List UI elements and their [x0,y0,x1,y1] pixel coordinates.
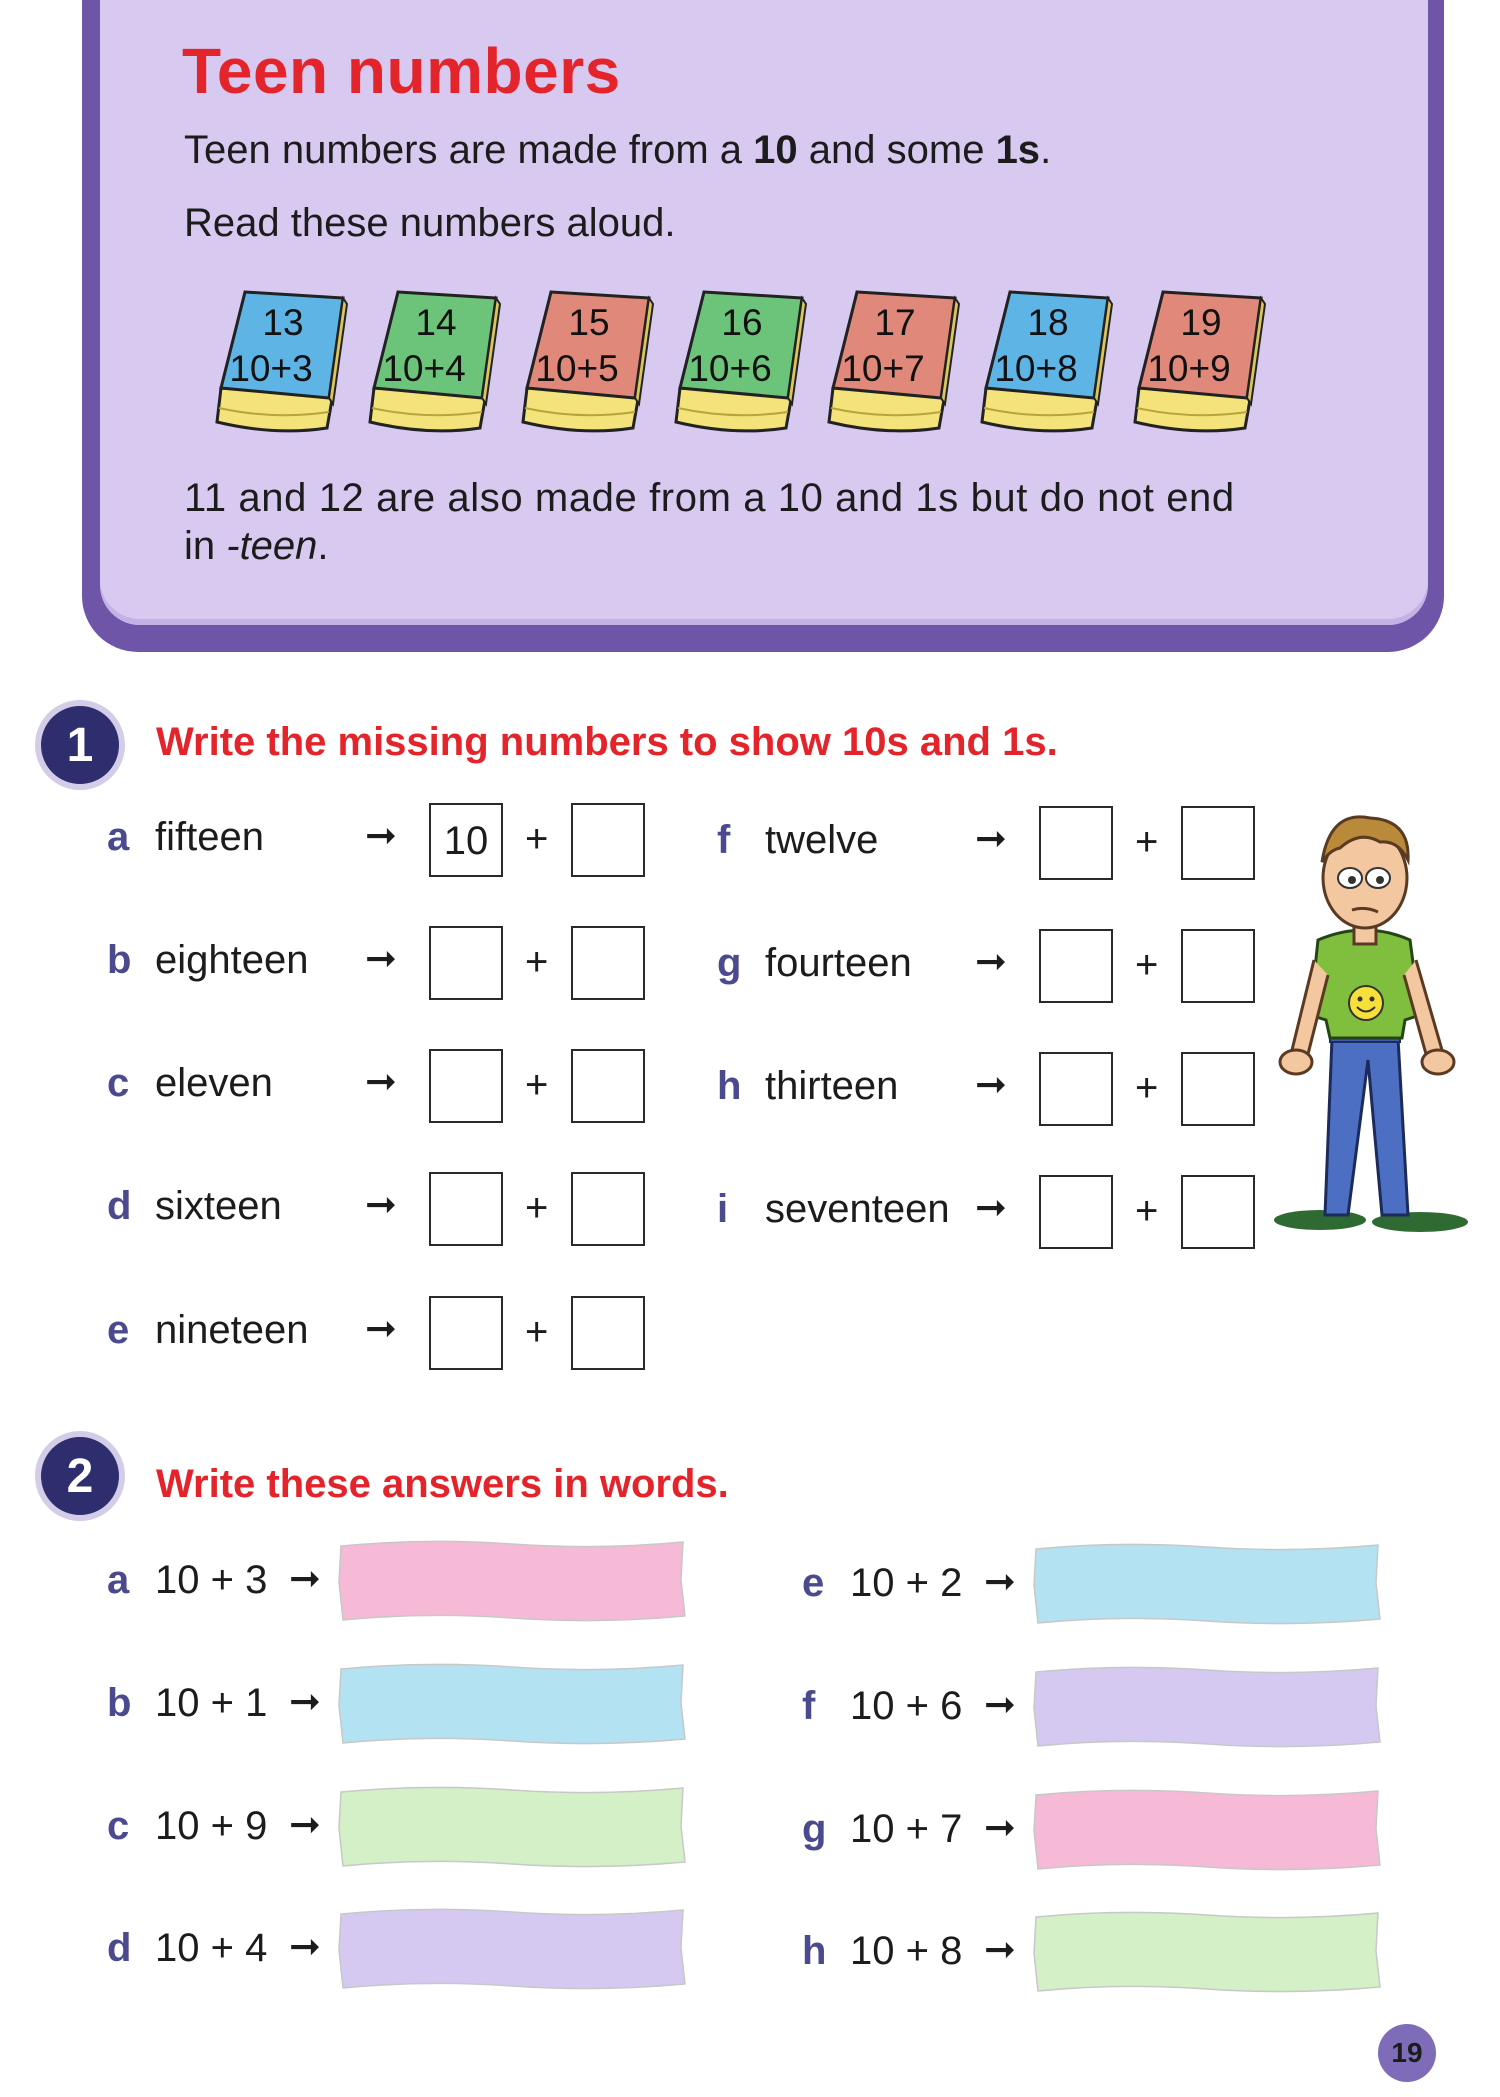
intro-line-1 [184,128,1051,173]
plus-sign: + [1135,820,1159,864]
tens-answer-box[interactable] [1039,929,1113,1003]
number-books [215,290,1295,440]
book-number: 17 [874,302,916,343]
intro-line-1-text-mid: and some [797,128,996,172]
number-book [674,290,794,435]
addition-expression: 10 + 7 [850,1807,963,1851]
question-2-item-h [802,1909,1402,1999]
number-word: eleven [155,1061,273,1105]
book-sum: 10+3 [229,348,313,389]
ones-answer-box[interactable] [1181,806,1255,880]
question-2-item-g [802,1787,1402,1877]
number-word: seventeen [765,1187,950,1231]
item-letter: d [107,1184,132,1228]
plus-sign: + [525,817,549,861]
intro-note-teen: -teen [226,524,318,568]
question-1-item-e [107,1296,667,1372]
item-letter: c [107,1804,130,1848]
item-letter: h [717,1064,742,1108]
question-1-item-b [107,926,667,1002]
book-sum: 10+5 [535,348,619,389]
page-title: Teen numbers [182,35,621,107]
answer-strip[interactable] [1032,1664,1382,1748]
tens-answer-box[interactable] [429,926,503,1000]
tens-answer-box[interactable] [1039,806,1113,880]
number-book [215,290,335,435]
book-number: 18 [1027,302,1069,343]
plus-sign: + [525,940,549,984]
intro-line-1-bold-10: 10 [753,128,798,172]
ones-answer-box[interactable] [1181,1052,1255,1126]
book-sum: 10+8 [994,348,1078,389]
arrow-icon: ➞ [289,1558,321,1600]
number-word: sixteen [155,1184,282,1228]
addition-expression: 10 + 6 [850,1684,963,1728]
tens-answer-box[interactable] [429,1296,503,1370]
question-2-item-e [802,1541,1402,1631]
number-book [827,290,947,435]
question-2-item-c [107,1784,707,1874]
answer-strip[interactable] [337,1906,687,1990]
addition-expression: 10 + 9 [155,1804,268,1848]
intro-line-2: Read these numbers aloud. [184,201,676,245]
intro-note-line-2 [184,524,329,569]
question-1-item-c [107,1049,667,1125]
book-sum: 10+7 [841,348,925,389]
question-2-badge: 2 [35,1431,125,1521]
arrow-icon: ➞ [365,1061,397,1103]
book-number: 15 [568,302,610,343]
item-letter: a [107,1558,130,1602]
plus-sign: + [1135,943,1159,987]
number-book [368,290,488,435]
arrow-icon: ➞ [975,1187,1007,1229]
question-2-item-a [107,1538,707,1628]
answer-strip[interactable] [337,1538,687,1622]
ones-answer-box[interactable] [1181,929,1255,1003]
number-word: fifteen [155,815,264,859]
number-book [980,290,1100,435]
intro-note-text: in [184,524,227,568]
tens-answer-box[interactable] [1039,1175,1113,1249]
book-sum: 10+4 [382,348,466,389]
question-2-item-f [802,1664,1402,1754]
plus-sign: + [1135,1066,1159,1110]
arrow-icon: ➞ [365,1308,397,1350]
arrow-icon: ➞ [984,1561,1016,1603]
arrow-icon: ➞ [975,1064,1007,1106]
arrow-icon: ➞ [975,941,1007,983]
item-letter: e [107,1308,130,1352]
question-2-item-b [107,1661,707,1751]
ones-answer-box[interactable] [571,1049,645,1123]
book-number: 19 [1180,302,1222,343]
tens-answer-box[interactable] [429,1172,503,1246]
question-1-item-h [717,1052,1277,1128]
answer-strip[interactable] [1032,1787,1382,1871]
addition-expression: 10 + 8 [850,1929,963,1973]
arrow-icon: ➞ [984,1684,1016,1726]
number-book [1133,290,1253,435]
answer-strip[interactable] [1032,1541,1382,1625]
intro-line-1-period: . [1040,128,1052,172]
plus-sign: + [525,1063,549,1107]
question-1-item-d [107,1172,667,1248]
intro-note-line-1: 11 and 12 are also made from a 10 and 1s but do not end [184,476,1235,520]
item-letter: i [717,1187,729,1231]
arrow-icon: ➞ [365,1184,397,1226]
book-number: 16 [721,302,763,343]
tens-answer-box[interactable] [429,1049,503,1123]
plus-sign: + [525,1186,549,1230]
item-letter: e [802,1561,825,1605]
ones-answer-box[interactable] [571,1296,645,1370]
question-1-item-g [717,929,1277,1005]
question-2-instruction: Write these answers in words. [156,1462,729,1506]
item-letter: f [717,818,731,862]
book-number: 13 [262,302,304,343]
addition-expression: 10 + 2 [850,1561,963,1605]
number-word: eighteen [155,938,309,982]
arrow-icon: ➞ [984,1807,1016,1849]
item-letter: g [717,941,742,985]
item-letter: c [107,1061,130,1105]
page-number: 19 [1378,2024,1436,2082]
arrow-icon: ➞ [289,1681,321,1723]
item-letter: f [802,1684,816,1728]
arrow-icon: ➞ [365,938,397,980]
question-1-badge: 1 [35,700,125,790]
arrow-icon: ➞ [984,1929,1016,1971]
intro-note-period: . [317,524,329,568]
book-sum: 10+6 [688,348,772,389]
question-1-item-f [717,806,1277,882]
item-letter: b [107,938,132,982]
arrow-icon: ➞ [365,815,397,857]
addition-expression: 10 + 3 [155,1558,268,1602]
ones-answer-box[interactable] [571,1172,645,1246]
answer-strip[interactable] [337,1784,687,1868]
number-word: thirteen [765,1064,899,1108]
arrow-icon: ➞ [289,1804,321,1846]
question-1-instruction: Write the missing numbers to show 10s and 1s. [156,720,1058,764]
tens-answer-box[interactable]: 10 [429,803,503,877]
question-1-item-a [107,803,667,879]
question-1-item-i [717,1175,1277,1251]
addition-expression: 10 + 1 [155,1681,268,1725]
item-letter: a [107,815,130,859]
boy-character-illustration [1270,800,1470,1240]
tens-answer-box[interactable] [1039,1052,1113,1126]
ones-answer-box[interactable] [571,803,645,877]
addition-expression: 10 + 4 [155,1926,268,1970]
number-word: nineteen [155,1308,309,1352]
item-letter: g [802,1807,827,1851]
plus-sign: + [1135,1189,1159,1233]
answer-strip[interactable] [337,1661,687,1745]
number-word: twelve [765,818,879,862]
question-2-item-d [107,1906,707,1996]
item-letter: d [107,1926,132,1970]
answer-strip[interactable] [1032,1909,1382,1993]
ones-answer-box[interactable] [571,926,645,1000]
intro-line-1-text: Teen numbers are made from a [184,128,754,172]
item-letter: h [802,1929,827,1973]
book-number: 14 [415,302,457,343]
number-book [521,290,641,435]
number-word: fourteen [765,941,912,985]
plus-sign: + [525,1310,549,1354]
book-sum: 10+9 [1147,348,1231,389]
ones-answer-box[interactable] [1181,1175,1255,1249]
arrow-icon: ➞ [289,1926,321,1968]
item-letter: b [107,1681,132,1725]
intro-line-1-bold-1s: 1s [995,128,1041,172]
arrow-icon: ➞ [975,818,1007,860]
